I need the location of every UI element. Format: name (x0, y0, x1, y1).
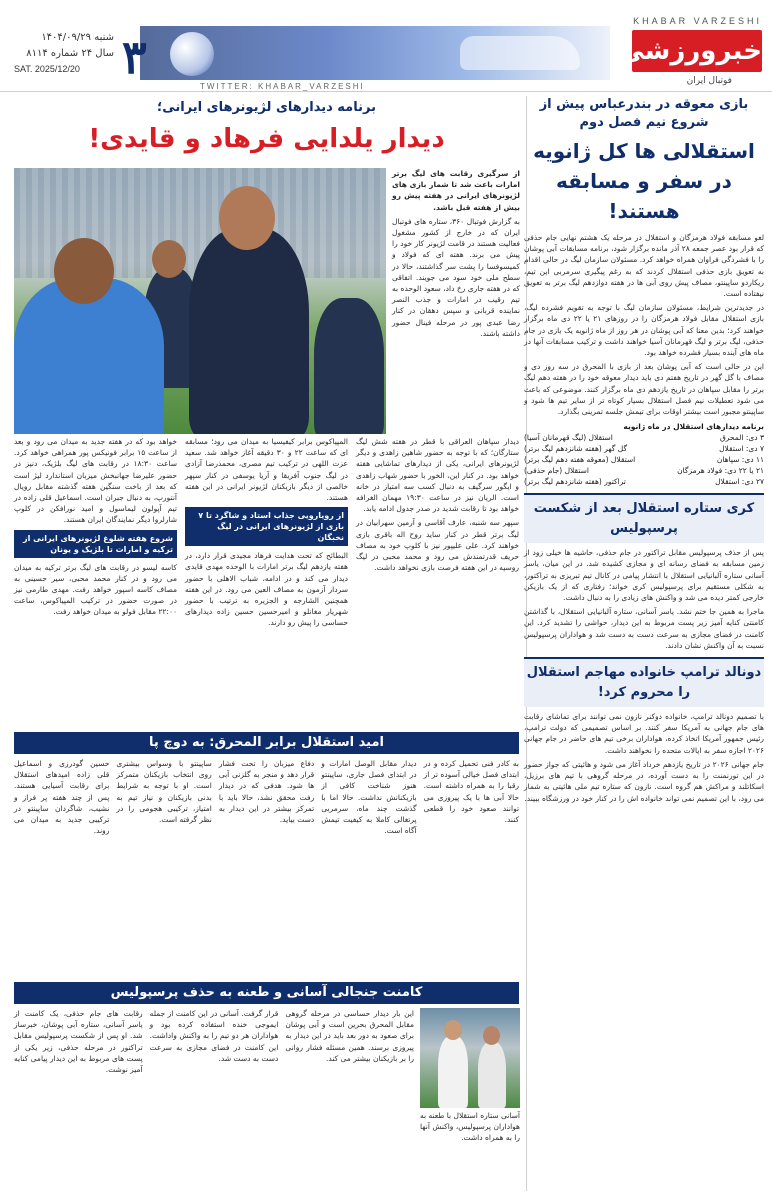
match-photo[interactable] (420, 1008, 520, 1108)
text-column (219, 758, 314, 976)
article-body: به گزارش فوتبال ۳۶۰، ستاره های فوتبال ایران که در خارج از کشور مشغول فعالیت هستند در قامت لژیونر کار خود را پیش می برند. هفته ای که فولاد و کمیسوفسا را پشت سر گذاشتند، حالا در سطح ملی خود سود می جویند. اتفاقی که در هفته جاری رخ داد، سعود الوحده به تیم رقیب در امارات و جذب النصر نماینده قربانی و سپس دهقان در کنار رضا عبدی پور در مرحله فینال حضور داشته باشند. (392, 216, 520, 338)
feature-photo[interactable] (14, 168, 386, 434)
page-number: ۳ (122, 31, 147, 83)
issue-number: سال ۲۴ شماره ۸۱۱۴ (26, 48, 114, 59)
article-body: این بار دیدار حساسی در مرحله گروهی مقابل المحرق بحرین است و آبی پوشان برای صعود به دور بعد باید در این دیدار به پیروزی برسند. همین مسئله فشار روانی را بر بازیکنان بیشتر می کند. (285, 1009, 415, 1063)
article-body: دفاع میزبان را تحت فشار قرار دهد و منجر به گلزنی آبی ها شود. هدفی که در دیدار رفت محقق نشد، حالا باید با تمرکز بیشتر در این دیدار به دست بیاید. (218, 759, 315, 825)
band-headline[interactable]: امید استقلال برابر المحرق: به دوچ پا (14, 732, 519, 754)
article-kicker: بازی معوقه در بندرعباس پیش از شروع نیم فصل دوم (539, 97, 749, 130)
newspaper-logo[interactable]: خبرورزشی (632, 30, 762, 72)
article-body: کاسه لیسو در رقابت های لیگ برتر ترکیه به میدان می رود و در کنار محمد محبی، سیر حسینی به مصاف کاسه اسپور خواهد رفت. مهدی طارمی نیز در صورت حضور در ترکیب المپیاکوس، ساعت ۲۲:۰۰ مقابل فولو به میدان خواهد رفت. (14, 562, 177, 617)
text-column (185, 436, 348, 726)
player-head (483, 1026, 500, 1045)
article-body: دیدار مقابل الوصل امارات و در ابتدای فصل جاری، ساپینتو هنوز شناخت کافی از بازیکنانش نداشت. حالا اما با گذشت چند ماه، سرمربی پرتغالی کاملا به کیفیت تیمش آگاه است. (321, 759, 417, 836)
article-body: ماجرا به همین جا ختم نشد. یاسر آسانی، ستاره آلبانیایی استقلال، با گذاشتن کامنتی کنایه آمیز زیر پست مربوط به این دیدار، حواشی را تشدید کرد. این کامنت در فضای مجازی به سرعت دست به دست شد و هواداران پرسپولیس نسبت به آن واکنش نشان دادند. (524, 607, 764, 650)
feature-headline[interactable]: دیدار یلدایی فرهاد و قایدی! (88, 124, 445, 154)
article-body: این در حالی است که آبی پوشان بعد از بازی با المحرق در سه روز دی و مصاف با گل گهر در تاریخ هفتم دی باید دیدار معوقه خود را در هفته دهم لیگ برتر را مقابل سپاهان در تاریخ یازدهم دی ماه برگزار کنند. موضوعی که باعث می شود تعطیلات نیم فصل استقلال بسیار کوتاه تر از سایر تیم ها شود و ساپینتو مجبور است بیشتر اوقات برای تیمش جلسه تمرینی بگذارد. (524, 362, 764, 417)
article-body: به کادر فنی تحمیل کرده و در ابتدای فصل خیالی آسوده تر از رقبا را به همراه داشته است. حالا آبی ها با یک پیروزی می توانند صعود خود را قطعی کنند. (423, 759, 520, 825)
article-body: با تصمیم دونالد ترامپ، خانواده دوکنر نازون نمی توانند برای تماشای رقابت های جام جهانی به آمریکا سفر کنند. بر اساس تصمیمی که دولت ترامپ، رئیس جمهور آمریکا اتخاذ کرده، هواداران برخی تیم های حاضر در جام جهانی ۲۰۲۶ اجازه سفر به ایالات متحده را نخواهند داشت. (524, 712, 764, 755)
date-block (14, 30, 114, 62)
coach-head (219, 186, 275, 250)
band-columns (14, 1008, 414, 1188)
text-column (14, 1008, 143, 1188)
text-column (14, 436, 177, 726)
feature-lead (392, 168, 520, 339)
feature-kicker: برنامه دیدارهای لژیونرهای ایرانی؛ (157, 100, 376, 115)
fixtures-list (524, 421, 764, 487)
fixture-row: ۱۱ دی: سپاهان استقلال (معوقه هفته دهم لیگ برتر) (524, 455, 764, 465)
fixture-row: ۳ دی: المحرق استقلال (لیگ قهرمانان آسیا) (524, 433, 764, 443)
text-column (424, 758, 519, 976)
article-headline[interactable]: استقلالی ها کل ژانویه در سفر و مسابقه هستند! (533, 139, 755, 223)
feature-columns (14, 436, 519, 726)
fixture-row: ۲۷ دی: استقلال تراکتور (هفته شانزدهم لیگ برتر) (524, 477, 764, 487)
football-icon (170, 32, 214, 76)
section-headline[interactable]: کری ستاره استقلال بعد از شکست پرسپولیس (524, 493, 764, 543)
article-body: خواهد بود که در هفته جدید به میدان می رود و بعد از ساعت ۱۵ برابر فونیکس پور همراهی خواهد کرد. ساعت ۱۸:۳۰ در رقابت های لیگ بلژیک، دنیز در حضور علیرضا جهانبخش میزبان استاندارد لیژ است که بعد از باخت سنگین هفته گذشته مقابل رویال آنتورپ، به دنبال جبران است. اسماعیل قلی زاده در تیم آپولون لیماسول و امید نورافکن در کلوپ شارلروا دیگر نمایندگان ایران هستند. (14, 437, 177, 525)
article-body: المپیاکوس برابر کیفیسیا به میدان می رود؛ مسابقه ای که ساعت ۲۲ و ۳۰ دقیقه آغاز خواهد شد. سعید عزت اللهی در ترکیب تیم مصری، محمدرضا آزادی در لیگ جنوب آفریقا و آریا یوسفی در کنار سپهر خالصی از دیگر بازیکنان لژیونر ایرانی در این هفته هستند. (185, 437, 348, 503)
sub-headline-box: از رویارویی جذاب استاد و شاگرد تا ۷ بازی از لژیونرهای ایرانی در لیگ نخبگان (185, 507, 348, 546)
section-name: فوتبال ایران (686, 76, 732, 86)
brand-english: KHABAR VARZESHI (633, 16, 762, 26)
player-head (444, 1020, 462, 1040)
player-head (152, 240, 186, 278)
article-body: ساپینتو با وسواس بیشتری روی انتخاب بازیکنان متمرکز است. او با توجه به شرایط بدنی بازیکنان و نیاز تیم به امتیاز، ترکیبی هجومی را در نظر گرفته است. (116, 759, 212, 825)
player-figure (314, 298, 384, 434)
article-body: حسین گودرزی و اسماعیل قلی زاده امیدهای استقلال برای رقابت آسیایی هستند. پس از چند هفته پر فراز و نشیب، شاگردان ساپینتو در ترکیبی جدید به میدان می روند. (14, 759, 110, 836)
band-headline[interactable]: کامنت جنجالی آسانی و طعنه به حذف پرسپولیس (14, 982, 519, 1004)
player-figure (438, 1036, 468, 1108)
player-figure (478, 1042, 506, 1108)
article-body: قرار گرفت. آسانی در این کامنت از جمله ایموجی خنده استفاده کرده بود و هواداران هر دو تیم را به واکنش واداشت. این کامنت در فضای مجازی به سرعت دست به دست شد. (149, 1009, 279, 1063)
article-body: سپهر سه شنبه، عارف آقاسی و آرمین سهرابیان در لیگ برتر قطر در کنار ساید روح اله باقری بازی خواهند کرد. علی علیپور نیز با کلوپ خود به مصاف حریف قدرتمندش می رود و محمد محبی در لیگ روسیه در این هفته فرصت بازی نخواهد داشت. (356, 518, 519, 573)
article-body: در جدیدترین شرایط، مسئولان سازمان لیگ با توجه به تقویم فشرده لیگ، بازی استقلال مقابل فولاد هرمزگان را در روزهای ۲۱ یا ۲۲ دی ماه برگزار خواهند کرد؛ بدین معنا که آبی پوشان در هر روز از ماه ژانویه یک بازی در جام حذفی، لیگ برتر و لیگ قهرمانان آسیا خواهند داشت و ترکیب مسابقات آنها در ماه های آینده بسیار فشرده خواهد بود. (524, 303, 765, 358)
fixture-row: ۲۱ یا ۲۲ دی: فولاد هرمزگان استقلال (جام حذفی) (524, 466, 764, 476)
article-body: رقابت های جام حذفی، یک کامنت از یاسر آسانی، ستاره آبی پوشان، خبرساز شد. او پس از شکست پرسپولیس مقابل تراکتور در مرحله حذفی، زیر یکی از پست های مربوط به این دیدار پیامی کنایه آمیز نوشت. (14, 1009, 143, 1075)
fixture-row: ۷ دی: استقلال گل گهر (هفته شانزدهم لیگ برتر) (524, 444, 764, 454)
article-body: پس از حذف پرسپولیس مقابل تراکتور در جام حذفی، حاشیه ها خیلی زود از زمین مسابقه به فضای رسانه ای و مجازی کشیده شد. در این میان، یاسر آسانی ستاره آلبانیایی استقلال با انتشار پیامی در کانال تیم تبریزی به تراکتور، به شکلی مستقیم برای پرسپولیس کری خواند؛ رفتاری که از یک بازیکن خارجی کمتر دیده می شد و واکنش های زیادی را به دنبال داشت. (524, 548, 764, 603)
lead-paragraph: از سرگیری رقابت های لیگ برتر امارات باعث شد تا شمار بازی های لژیونرهای ایرانی در هفته پیش رو بیش از هفته قبل باشد. (392, 169, 520, 212)
photo-caption: آسانی ستاره استقلال با طعنه به هواداران پرسپولیس، واکنش آنها را به همراه داشت. (420, 1111, 520, 1143)
article-body: جام جهانی ۲۰۲۶ در تاریخ یازدهم خرداد آغاز می شود و هائیتی که جواز حضور در این تورنمنت را به دست آورده، در مرحله گروهی با تیم های برزیل، اسکاتلند و مراکش هم گروه است. نازون که ستاره تیم ملی هائیتی به شمار می رود، با این تصمیم نمی تواند خانواده اش را در کنار خود در ورزشگاه ببیند. (524, 759, 764, 803)
boot-graphic (460, 36, 580, 70)
text-column (150, 1008, 279, 1188)
section-headline[interactable]: دونالد ترامپ خانواده مهاجم استقلال را محروم کرد! (524, 657, 764, 707)
text-column (321, 758, 416, 976)
article-body: دیدار سپاهان العراقی با قطر در هفته شش لیگ ستارگان؛ که با توجه به حضور شاهین زاهدی و دیگر لژیونرهای ایرانی، یکی از دیدارهای تماشایی هفته خواهد بود. در کنار این، الخور با حضور شهاب زاهدی و ایگور سرگیف به دنبال کسب سه امتیاز در خانه است. الریان نیز در ساعت ۱۹:۳۰ مهمان الغرافه خواهد بود تا رقابت شدید در صدر جدول ادامه یابد. (356, 437, 519, 514)
text-column (14, 758, 109, 976)
right-column (524, 96, 764, 804)
fixtures-title: برنامه دیدارهای استقلال در ماه ژانویه (623, 422, 764, 432)
sub-headline-box: شروع هفته شلوغ لژیونرهای ایرانی از ترکیه و امارات تا بلژیک و یونان (14, 530, 177, 558)
text-column (285, 1008, 414, 1188)
twitter-handle: TWITTER: KHABAR_VARZESHI (200, 82, 365, 91)
text-column (116, 758, 211, 976)
band-columns (14, 758, 519, 976)
persian-date: شنبه ۱۴۰۴/۰۹/۲۹ (41, 32, 114, 43)
article-body: لغو مسابقه فولاد هرمزگان و استقلال در مرحله یک هشتم نهایی جام حذفی که قرار بود عصر جمعه ۲۸ آذر مانده برگزار شود، برنامه مسابقات آبی پوشان را با فشردگی فراوان همراه خواهد کرد. مسئولان سازمان لیگ در حالی اقدام به تعویق بازی حذفی استقلال کردند که به رغم پیگیری سرمربی این تیم، ریکاردو ساپینتو، مصاف پیش روی آبی ها در هفته دوازدهم لیگ برتر به تعویق نیفتاده است. (524, 233, 764, 299)
text-column (356, 436, 519, 726)
english-date: SAT. 2025/12/20 (14, 64, 80, 74)
coach-figure (189, 228, 309, 434)
player-head (54, 238, 114, 304)
article-body: البطائح که تحت هدایت فرهاد مجیدی قرار دارد، در هفته یازدهم لیگ برتر امارات با الوحده مهدی قایدی دیدار می کند و در ادامه، شباب الاهلی با حضور سردار آزمون به مصاف العین می رود. در این هفته همچنین الشارجه و الجزیره به ترتیب با حضور شهریار مغانلو و امیرحسین حسین زاده دیدارهای حساسی را پیش رو دارند. (185, 551, 348, 628)
